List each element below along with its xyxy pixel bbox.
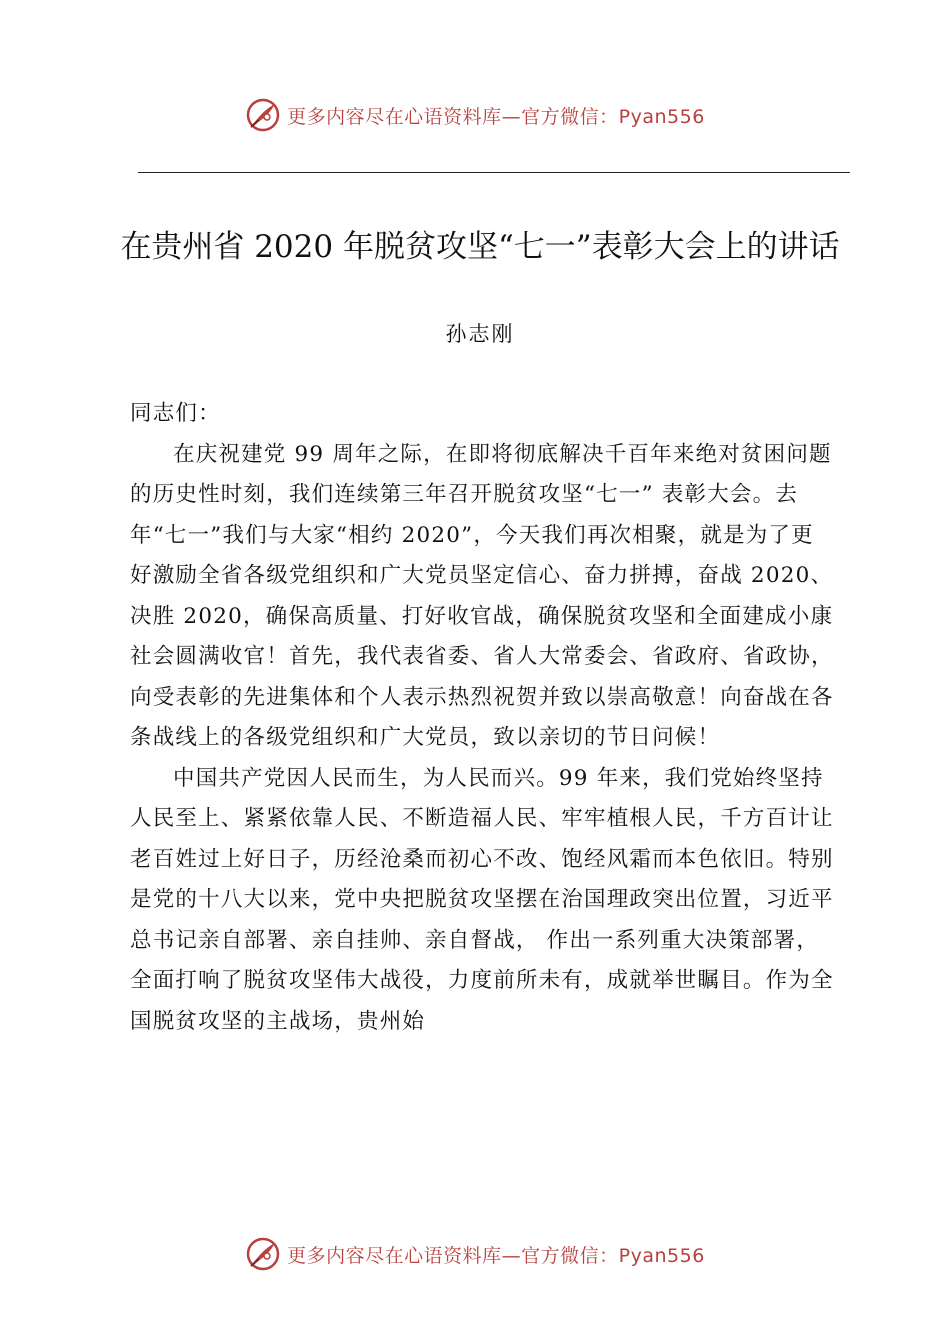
quill-logo-icon xyxy=(245,1236,281,1272)
salutation: 同志们： xyxy=(130,401,221,426)
header-divider xyxy=(138,172,850,173)
quill-logo-icon xyxy=(245,97,281,133)
document-author: 孙志刚 xyxy=(445,322,515,346)
header-banner xyxy=(0,95,950,135)
banner-text[interactable]: 更多内容尽在心语资料库—官方微信：Pyan556 xyxy=(287,1244,705,1267)
paragraph: 在庆祝建党 99 周年之际，在即将彻底解决千百年来绝对贫困问题的历史性时刻，我们连续第三年召开脱贫攻坚“七一” 表彰大会。去年“七一”我们与大家“相约 2020”，今天我们再次相聚，就是为了更好激励全省各级党组织和广大党员坚定信心、奋力拼搏，奋战 2020、决胜 2020，确保高质量、打好收官战，确保脱贫攻坚和全面建成小康社会圆满收官！首先，我代表省委、省人大常委会、省政府、省政协，向受表彰的先进集体和个人表示热烈祝贺并致以崇高敬意！向奋战在各条战线上的各级党组织和广大党员，致以亲切的节日问候！ xyxy=(130,441,834,750)
paragraph: 中国共产党因人民而生，为人民而兴。99 年来，我们党始终坚持人民至上、紧紧依靠人民、不断造福人民、牢牢植根人民，千方百计让老百姓过上好日子，历经沧桑而初心不改、饱经风霜而本色依旧。特别是党的十八大以来，党中央把脱贫攻坚摆在治国理政突出位置，习近平总书记亲自部署、亲自挂帅、亲自督战， 作出一系列重大决策部署，全面打响了脱贫攻坚伟大战役，力度前所未有，成就举世瞩目。作为全国脱贫攻坚的主战场，贵州始 xyxy=(130,765,834,1034)
banner-text[interactable]: 更多内容尽在心语资料库—官方微信：Pyan556 xyxy=(287,105,705,128)
document-body xyxy=(130,394,835,1042)
document-title: 在贵州省 2020 年脱贫攻坚“七一”表彰大会上的讲话 xyxy=(120,229,840,265)
footer-banner xyxy=(0,1234,950,1274)
